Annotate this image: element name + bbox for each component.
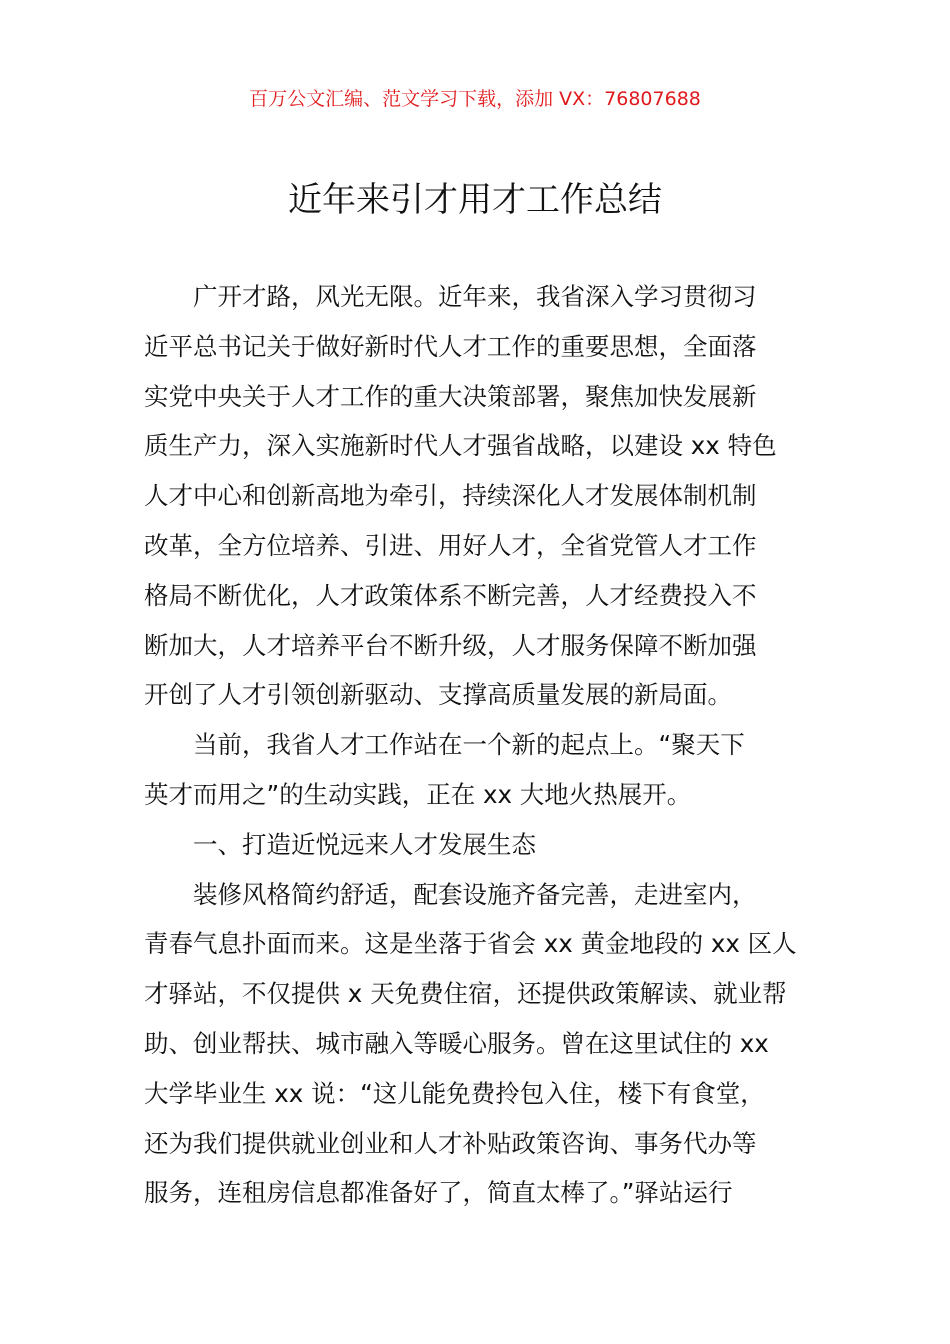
body-text-line: 实党中央关于人才工作的重大决策部署，聚焦加快发展新 bbox=[144, 381, 757, 411]
download-notice: 百万公文汇编、范文学习下载，添加 VX：76807688 bbox=[249, 88, 701, 110]
body-text-line: 开创了人才引领创新驱动、支撑高质量发展的新局面。 bbox=[144, 680, 732, 710]
body-text-line: 断加大，人才培养平台不断升级，人才服务保障不断加强 bbox=[144, 630, 757, 660]
body-text-line: 广开才路，风光无限。近年来，我省深入学习贯彻习 bbox=[144, 282, 757, 311]
body-text-line: 装修风格简约舒适，配套设施齐备完善，走进室内， bbox=[144, 879, 757, 909]
body-text-line: 当前，我省人才工作站在一个新的起点上。“聚天下 bbox=[144, 730, 745, 760]
body-text-line: 大学毕业生 xx 说：“这儿能免费拎包入住，楼下有食堂， bbox=[144, 1078, 765, 1108]
body-text-line: 助、创业帮扶、城市融入等暖心服务。曾在这里试住的 xx bbox=[144, 1028, 769, 1058]
document-body bbox=[144, 277, 814, 1223]
body-text-line: 质生产力，深入实施新时代人才强省战略，以建设 xx 特色 bbox=[144, 431, 777, 461]
body-text-line: 服务，连租房信息都准备好了，简直太棒了。”驿站运行 bbox=[144, 1178, 733, 1208]
body-text-line: 还为我们提供就业创业和人才补贴政策咨询、事务代办等 bbox=[144, 1128, 757, 1158]
body-text-line: 人才中心和创新高地为牵引，持续深化人才发展体制机制 bbox=[144, 481, 757, 511]
body-text-line: 英才而用之”的生动实践，正在 xx 大地火热展开。 bbox=[144, 779, 692, 809]
body-text-line: 青春气息扑面而来。这是坐落于省会 xx 黄金地段的 xx 区人 bbox=[144, 929, 797, 959]
body-text-line: 才驿站，不仅提供 x 天免费住宿，还提供政策解读、就业帮 bbox=[144, 979, 787, 1009]
body-text-line: 改革，全方位培养、引进、用好人才，全省党管人才工作 bbox=[144, 530, 757, 560]
body-text-line: 近平总书记关于做好新时代人才工作的重要思想，全面落 bbox=[144, 331, 757, 361]
document-title: 近年来引才用才工作总结 bbox=[288, 180, 662, 220]
body-text-line: 格局不断优化，人才政策体系不断完善，人才经费投入不 bbox=[144, 580, 757, 610]
body-text-line: 一、打造近悦远来人才发展生态 bbox=[144, 829, 536, 859]
